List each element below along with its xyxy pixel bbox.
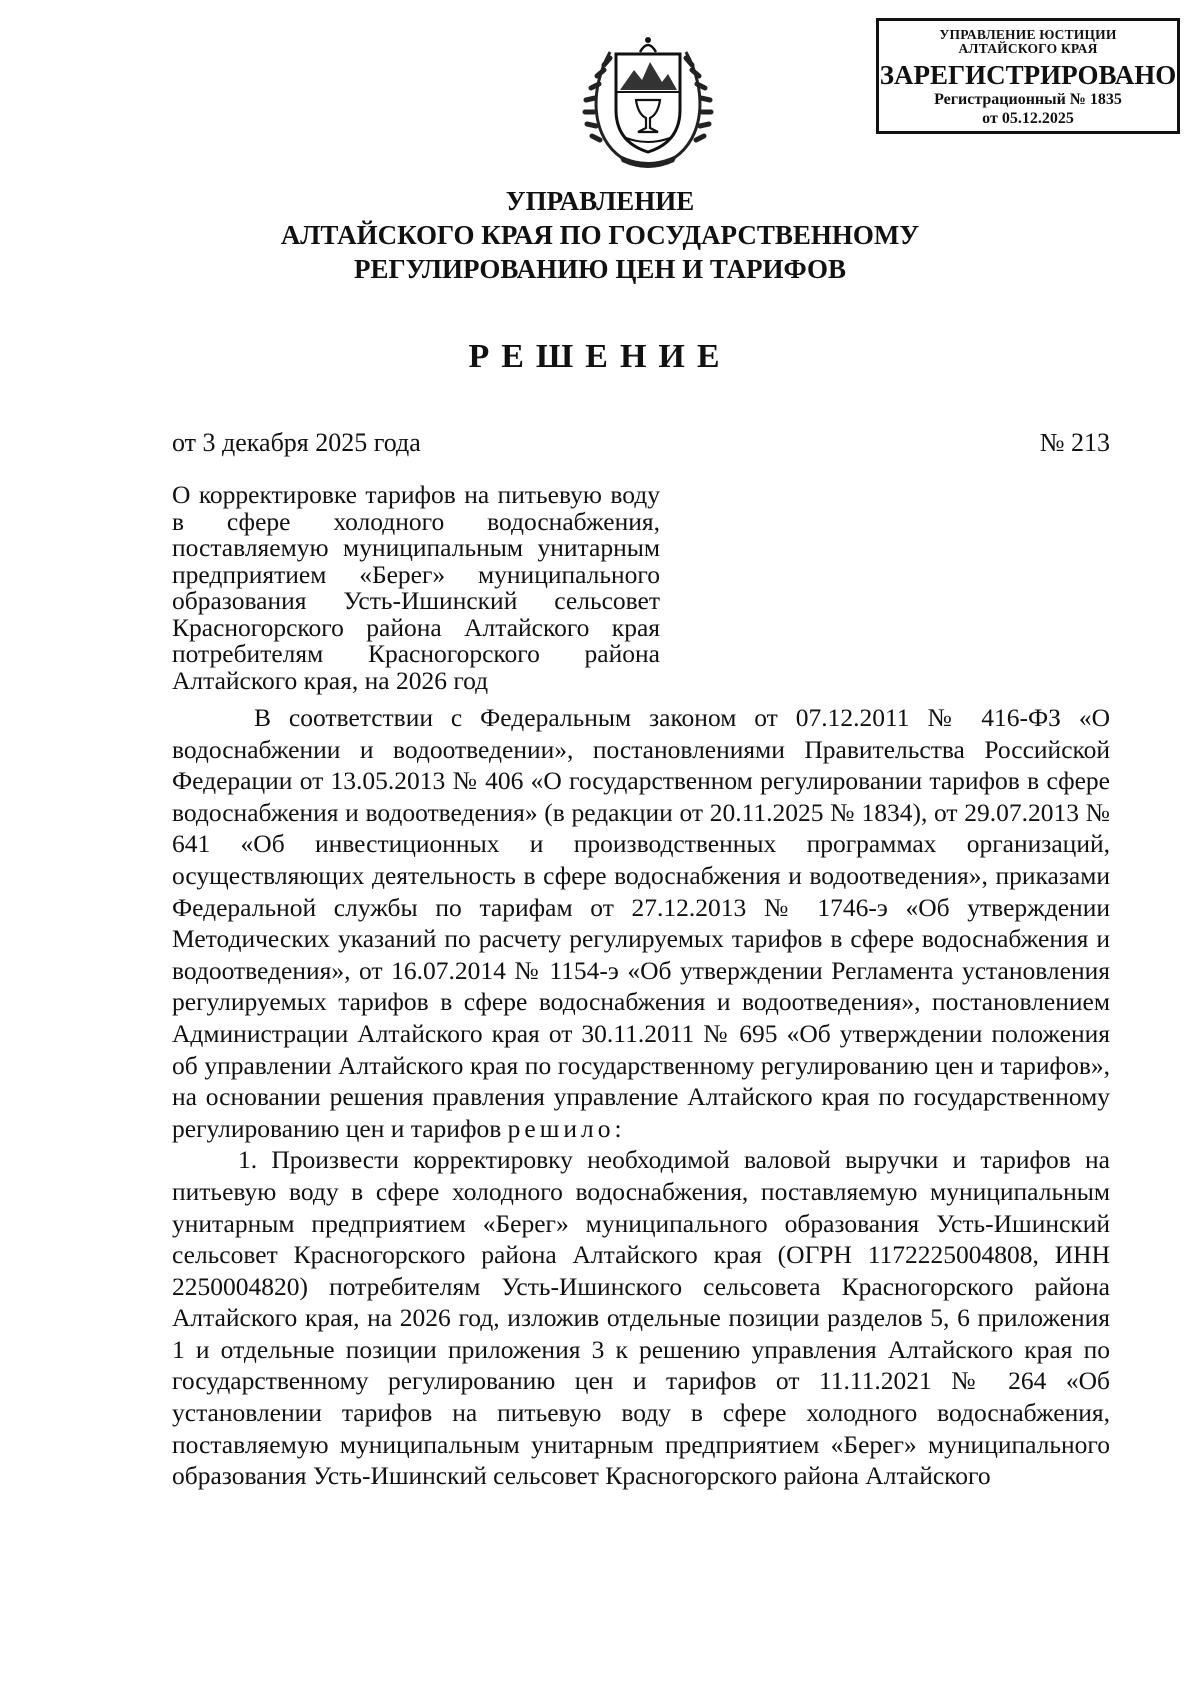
preamble-paragraph xyxy=(172,702,1110,1144)
heading-line3: РЕГУЛИРОВАНИЮ ЦЕН И ТАРИФОВ xyxy=(353,254,847,284)
heading-line1: УПРАВЛЕНИЕ xyxy=(505,186,695,216)
registration-stamp xyxy=(876,18,1180,134)
item-1-paragraph: 1. Произвести корректировку необходимой валовой выручки и тарифов на питьевую воду в сфере холодного водоснабжения, поставляемую муниципальным унитарным предприятием «Берег» муниципального образования Усть-Ишинский сельсовет Красногорского района Алтайского края (ОГРН 1172225004808, ИНН 2250004820) потребителям Усть-Ишинского сельсовета Красногорского района Алтайского края, на 2026 год, изложив отдельные позиции разделов 5, 6 приложения 1 и отдельные позиции приложения 3 к решению управления Алтайского края по государственному регулированию цен и тарифов от 11.11.2021 № 264 «Об установлении тарифов на питьевую воду в сфере холодного водоснабжения, поставляемую муниципальным унитарным предприятием «Берег» муниципального образования Усть-Ишинский сельсовет Красногорского района Алтайского xyxy=(172,1145,1110,1491)
stamp-reg-number: Регистрационный № 1835 xyxy=(934,91,1122,108)
stamp-reg-date: от 05.12.2025 xyxy=(982,110,1074,127)
decision-word: решило: xyxy=(507,1113,626,1143)
document-subject: О корректировке тарифов на питьевую воду в сфере холодного водоснабжения, поставляемую муниципальным унитарным предприятием «Берег» муниципального образования Усть-Ишинский сельсовет Красногорского района Алтайского края потребителям Красногорского района Алтайского края, на 2026 год xyxy=(172,480,660,695)
heading-line2: АЛТАЙСКОГО КРАЯ ПО ГОСУДАРСТВЕННОМУ xyxy=(280,220,920,250)
stamp-org-line1: УПРАВЛЕНИЕ ЮСТИЦИИ xyxy=(939,27,1117,42)
document-number: № 213 xyxy=(1039,428,1110,457)
document-date: от 3 декабря 2025 года xyxy=(172,428,421,457)
document-type: РЕШЕНИЕ xyxy=(468,338,732,375)
altai-coat-of-arms-icon xyxy=(582,30,714,170)
preamble-text: В соответствии с Федеральным законом от 07.12.2011 № 416-ФЗ «О водоснабжении и водоотведении», постановлениями Правительства Российской Федерации от 13.05.2013 № 406 «О государственном регулировании тарифов в сфере водоснабжения и водоотведения» (в редакции от 20.11.2025 № 1834), от 29.07.2013 № 641 «Об инвестиционных и производственных программах организаций, осуществляющих деятельность в сфере водоснабжения и водоотведения», приказами Федеральной службы по тарифам от 27.12.2013 № 1746-э «Об утверждении Методических указаний по расчету регулируемых тарифов в сфере водоснабжения и водоотведения», от 16.07.2014 № 1154-э «Об утверждении Регламента установления регулируемых тарифов в сфере водоснабжения и водоотведения», постановлением Администрации Алтайского края от 30.11.2011 № 695 «Об утверждении положения об управлении Алтайского края по государственному регулированию цен и тарифов», на основании решения правления управление Алтайского края по государственному регулированию цен и тарифов xyxy=(172,703,1110,1143)
stamp-org-line2: АЛТАЙСКОГО КРАЯ xyxy=(958,41,1098,56)
document-body xyxy=(172,702,1110,1492)
issuing-authority xyxy=(0,184,1200,286)
stamp-status: ЗАРЕГИСТРИРОВАНО xyxy=(879,60,1177,90)
